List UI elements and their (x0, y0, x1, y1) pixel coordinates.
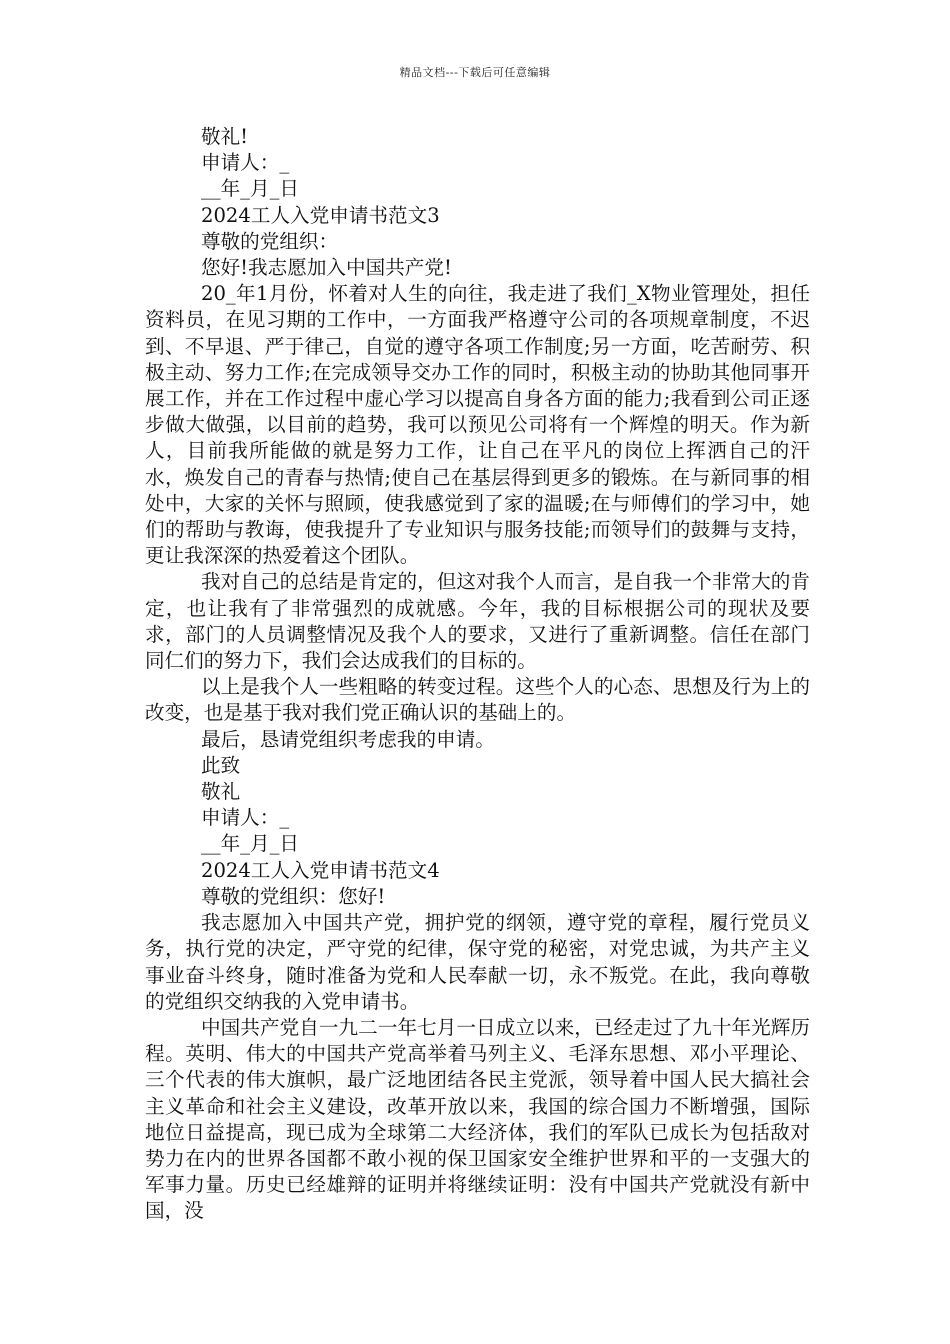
salutation-line: 尊敬的党组织： (201, 229, 339, 253)
paragraph: 以上是我个人一些粗略的转变过程。这些个人的心态、思想及行为上的改变，也是基于我对我们党正确认识的基础上的。 (145, 675, 810, 725)
page-header: 精品文档---下载后可任意编辑 (399, 66, 551, 79)
document-body (145, 124, 810, 1225)
paragraph: 我对自己的总结是肯定的，但这对我个人而言，是自我一个非常大的肯定，也让我有了非常强烈的成就感。今年，我的目标根据公司的现状及要求，部门的人员调整情况及我个人的要求，又进行了重新调整。信任在部门同仁们的努力下，我们会达成我们的目标的。 (145, 570, 810, 673)
request-line: 最后，恳请党组织考虑我的申请。 (201, 727, 495, 751)
date-line: __年_月_日 (201, 177, 299, 201)
section-title-3: 2024工人入党申请书范文3 (201, 203, 440, 227)
paragraph: 中国共产党自一九二一年七月一日成立以来，已经走过了九十年光辉历程。英明、伟大的中国共产党高举着马列主义、毛泽东思想、邓小平理论、三个代表的伟大旗帜，最广泛地团结各民主党派，领导着中国人民大搞社会主义革命和社会主义建设，改革开放以来，我国的综合国力不断增强，国际地位日益提高，现已成为全球第二大经济体，我们的军队已成长为包括敌对势力在内的世界各国都不敢小视的保卫国家安全维护世界和平的一支强大的军事力量。历史已经雄辩的证明并将继续证明：没有中国共产党就没有新中国，没 (145, 1015, 810, 1223)
applicant-line: 申请人：_ (201, 151, 290, 175)
paragraph: 20_年1月份，怀着对人生的向往，我走进了我们_X物业管理处，担任资料员，在见习期的工作中，一方面我严格遵守公司的各项规章制度，不迟到、不早退、严于律己，自觉的遵守各项工作制度;另一方面，吃苦耐劳、积极主动、努力工作;在完成领导交办工作的同时，积极主动的协助其他同事开展工作，并在工作过程中虚心学习以提高自身各方面的能力;我看到公司正逐步做大做强，以目前的趋势，我可以预见公司将有一个辉煌的明天。作为新人，目前我所能做的就是努力工作，让自己在平凡的岗位上挥洒自己的汗水，焕发自己的青春与热情;使自己在基层得到更多的锻炼。在与新同事的相处中，大家的关怀与照顾，使我感觉到了家的温暖;在与师傅们的学习中，她们的帮助与教诲，使我提升了专业知识与服务技能;而领导们的鼓舞与支持，更让我深深的热爱着这个团队。 (145, 282, 810, 568)
closing-line: 敬礼! (201, 125, 249, 148)
closing-line: 敬礼 (201, 780, 241, 804)
applicant-line: 申请人：_ (201, 806, 290, 830)
paragraph: 我志愿加入中国共产党，拥护党的纲领，遵守党的章程，履行党员义务，执行党的决定，严守党的纪律，保守党的秘密，对党忠诚，为共产主义事业奋斗终身，随时准备为党和人民奉献一切，永不叛党。在此，我向尊敬的党组织交纳我的入党申请书。 (145, 911, 810, 1013)
greeting-line: 您好!我志愿加入中国共产党! (201, 256, 452, 280)
zhici-line: 此致 (201, 753, 241, 777)
section-title-4: 2024工人入党申请书范文4 (201, 858, 440, 882)
salutation-line: 尊敬的党组织：您好! (201, 884, 386, 908)
date-line: __年_月_日 (201, 832, 299, 856)
